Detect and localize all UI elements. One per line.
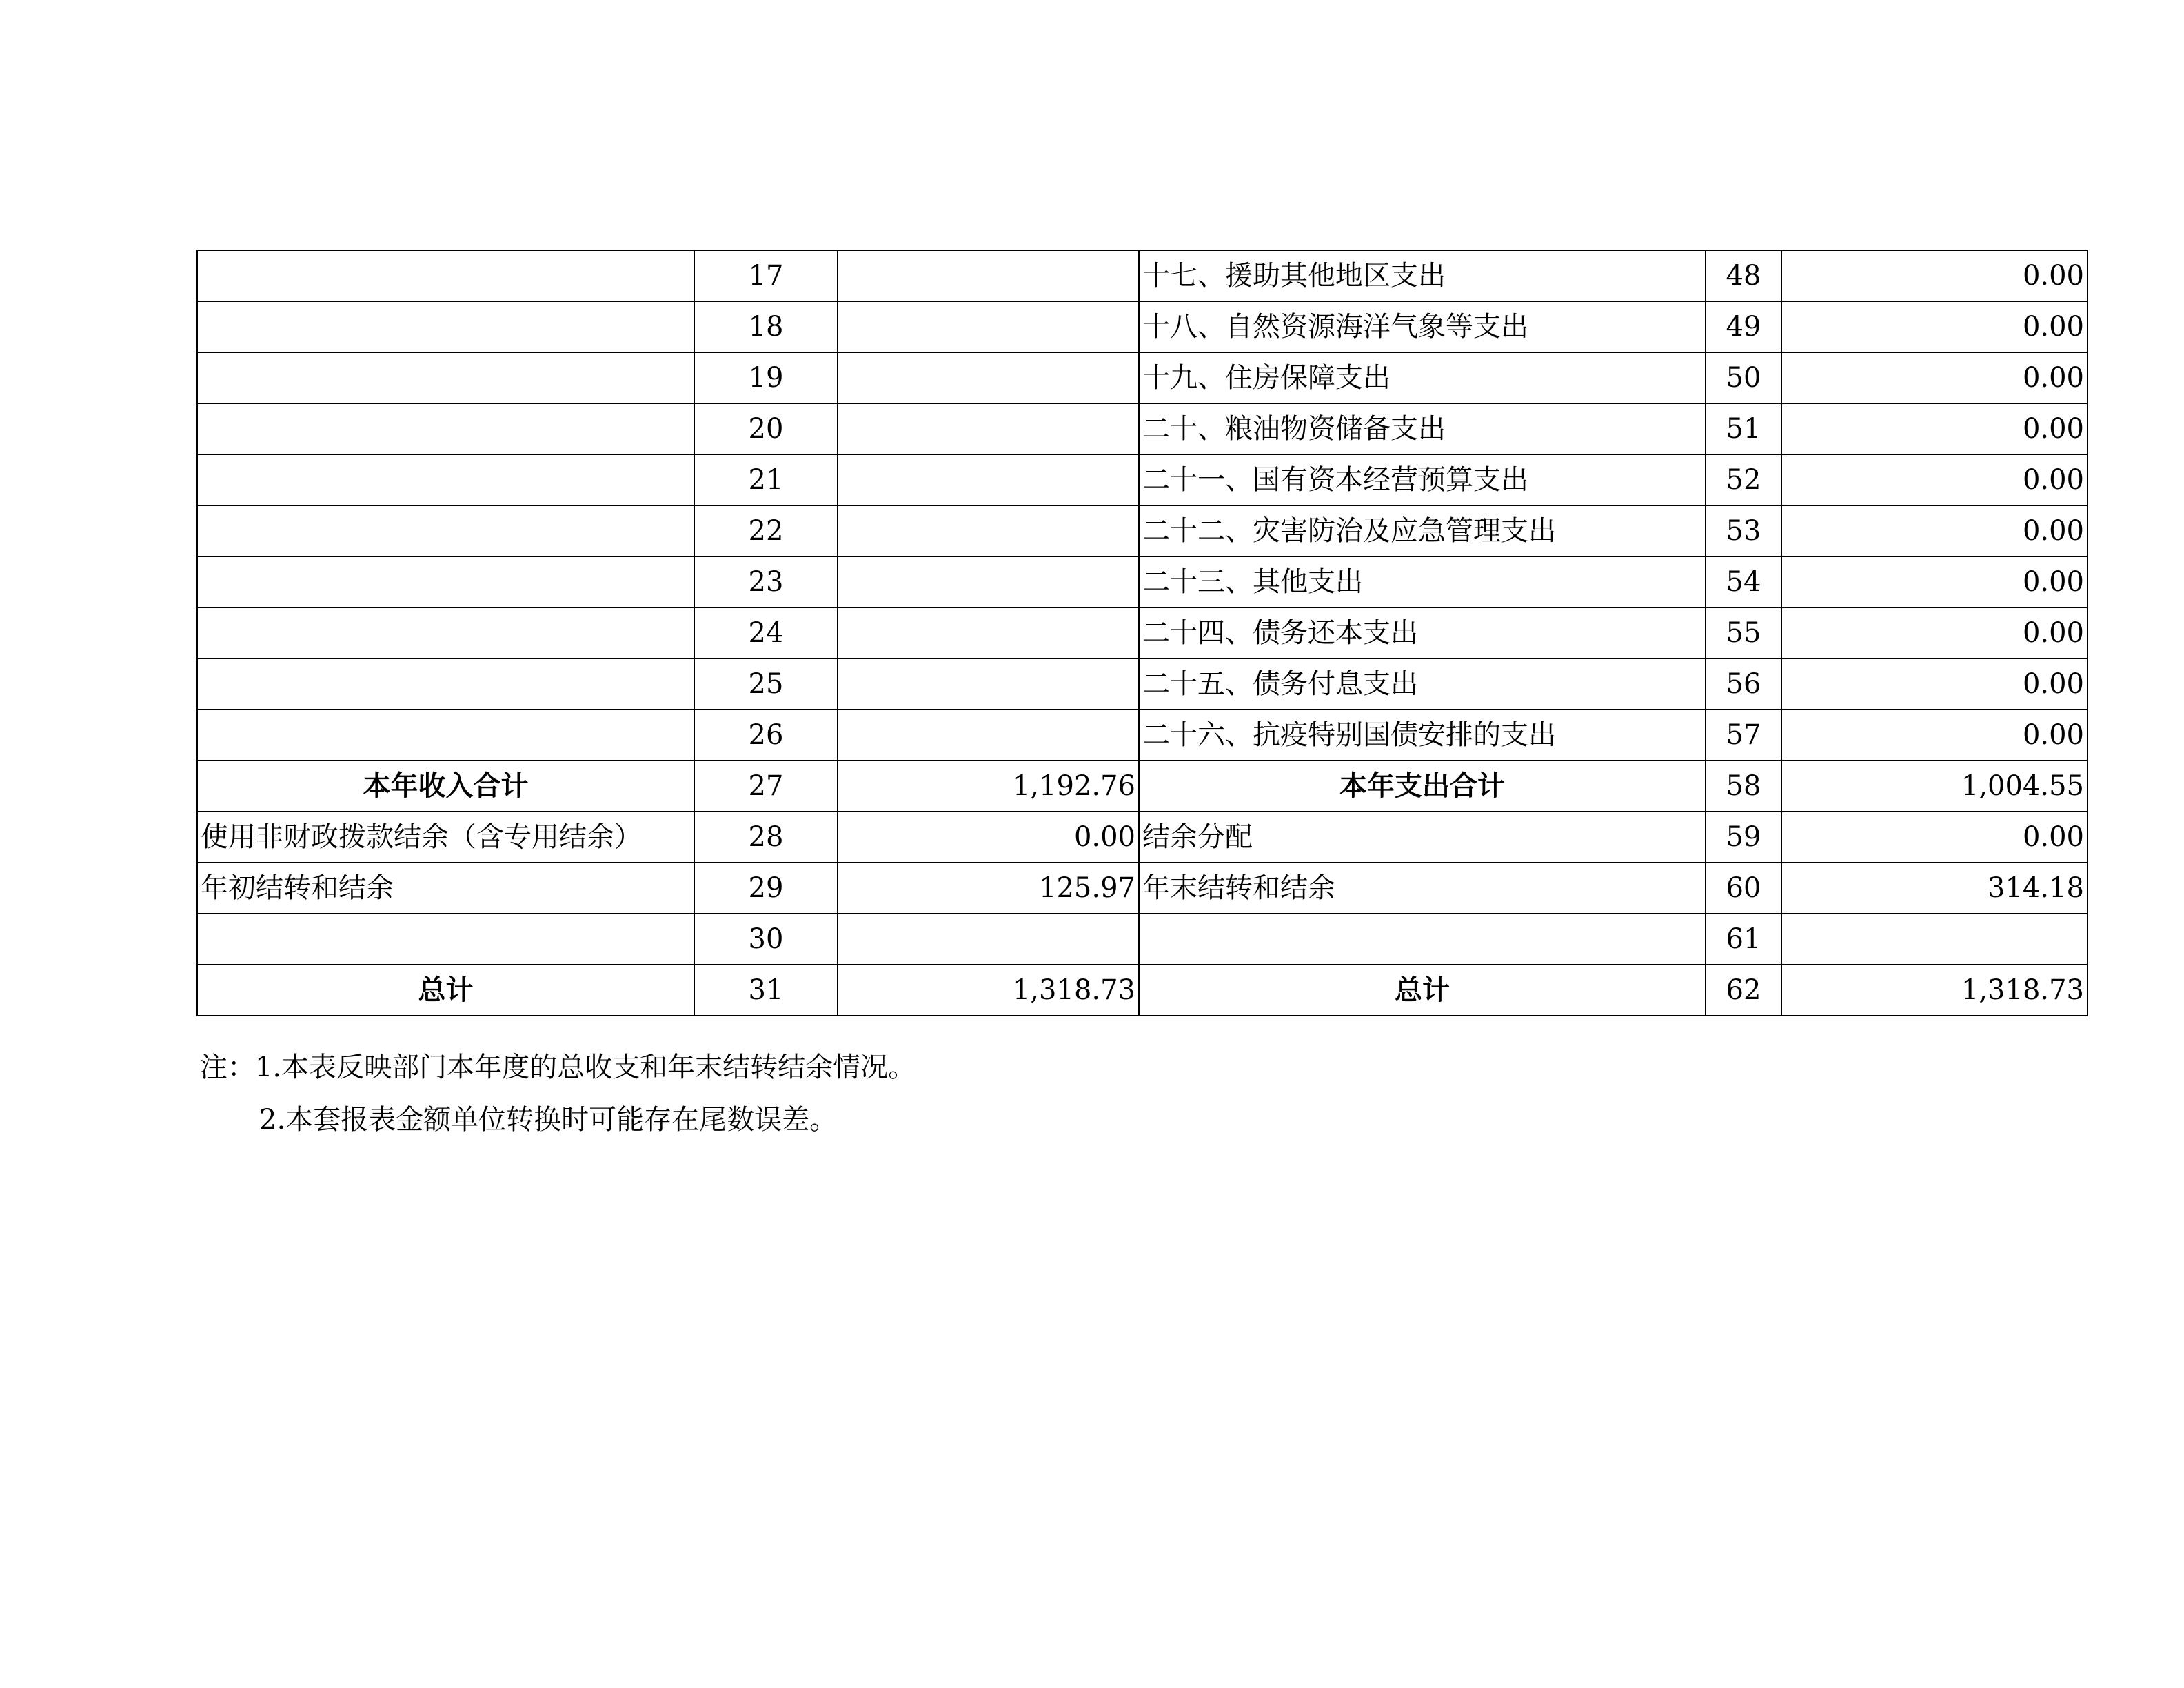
left-amount-cell (838, 454, 1139, 505)
right-row-number-cell: 61 (1706, 914, 1781, 965)
left-amount-cell: 1,192.76 (838, 761, 1139, 812)
right-amount-cell: 0.00 (1781, 710, 2087, 761)
table-row (197, 812, 2087, 863)
table-row (197, 352, 2087, 403)
left-row-number-cell: 24 (694, 607, 838, 659)
left-label-cell (197, 403, 694, 454)
right-row-number-cell: 50 (1706, 352, 1781, 403)
left-amount-cell: 1,318.73 (838, 965, 1139, 1016)
left-label-cell: 使用非财政拨款结余（含专用结余） (197, 812, 694, 863)
right-amount-cell: 0.00 (1781, 250, 2087, 301)
right-row-number-cell: 51 (1706, 403, 1781, 454)
table-row (197, 607, 2087, 659)
left-row-number-cell: 20 (694, 403, 838, 454)
right-row-number-cell: 53 (1706, 505, 1781, 556)
left-row-number-cell: 29 (694, 863, 838, 914)
right-row-number-cell: 55 (1706, 607, 1781, 659)
table-row (197, 250, 2087, 301)
left-row-number-cell: 19 (694, 352, 838, 403)
left-row-number-cell: 23 (694, 556, 838, 607)
right-label-cell: 十七、援助其他地区支出 (1139, 250, 1706, 301)
right-amount-cell: 0.00 (1781, 301, 2087, 352)
left-amount-cell (838, 301, 1139, 352)
left-amount-cell (838, 607, 1139, 659)
left-row-number-cell: 27 (694, 761, 838, 812)
left-label-cell (197, 710, 694, 761)
left-label-cell (197, 505, 694, 556)
left-label-cell: 本年收入合计 (197, 761, 694, 812)
right-row-number-cell: 52 (1706, 454, 1781, 505)
left-row-number-cell: 26 (694, 710, 838, 761)
right-amount-cell: 0.00 (1781, 659, 2087, 710)
right-label-cell: 二十五、债务付息支出 (1139, 659, 1706, 710)
left-label-cell: 年初结转和结余 (197, 863, 694, 914)
right-label-cell: 二十二、灾害防治及应急管理支出 (1139, 505, 1706, 556)
right-label-cell: 二十四、债务还本支出 (1139, 607, 1706, 659)
right-label-cell: 十八、自然资源海洋气象等支出 (1139, 301, 1706, 352)
table-row (197, 761, 2087, 812)
left-label-cell (197, 250, 694, 301)
right-label-cell: 二十一、国有资本经营预算支出 (1139, 454, 1706, 505)
left-label-cell (197, 659, 694, 710)
right-row-number-cell: 48 (1706, 250, 1781, 301)
right-row-number-cell: 59 (1706, 812, 1781, 863)
left-label-cell (197, 607, 694, 659)
left-row-number-cell: 22 (694, 505, 838, 556)
right-label-cell: 本年支出合计 (1139, 761, 1706, 812)
table-row (197, 505, 2087, 556)
left-label-cell: 总计 (197, 965, 694, 1016)
left-label-cell (197, 301, 694, 352)
right-amount-cell (1781, 914, 2087, 965)
right-label-cell: 结余分配 (1139, 812, 1706, 863)
left-row-number-cell: 17 (694, 250, 838, 301)
left-label-cell (197, 352, 694, 403)
table-row (197, 863, 2087, 914)
right-row-number-cell: 58 (1706, 761, 1781, 812)
table-row (197, 454, 2087, 505)
right-amount-cell: 0.00 (1781, 556, 2087, 607)
left-row-number-cell: 21 (694, 454, 838, 505)
left-row-number-cell: 30 (694, 914, 838, 965)
left-row-number-cell: 18 (694, 301, 838, 352)
left-row-number-cell: 25 (694, 659, 838, 710)
right-row-number-cell: 49 (1706, 301, 1781, 352)
right-label-cell: 年末结转和结余 (1139, 863, 1706, 914)
right-label-cell (1139, 914, 1706, 965)
left-amount-cell (838, 556, 1139, 607)
right-row-number-cell: 62 (1706, 965, 1781, 1016)
left-label-cell (197, 914, 694, 965)
right-amount-cell: 0.00 (1781, 607, 2087, 659)
right-label-cell: 十九、住房保障支出 (1139, 352, 1706, 403)
left-amount-cell: 0.00 (838, 812, 1139, 863)
table-row (197, 965, 2087, 1016)
note-line-1: 注：1.本表反映部门本年度的总收支和年末结转结余情况。 (200, 1052, 916, 1083)
left-amount-cell (838, 659, 1139, 710)
right-row-number-cell: 54 (1706, 556, 1781, 607)
table-row (197, 556, 2087, 607)
left-amount-cell: 125.97 (838, 863, 1139, 914)
right-label-cell: 二十六、抗疫特别国债安排的支出 (1139, 710, 1706, 761)
left-amount-cell (838, 352, 1139, 403)
table-row (197, 710, 2087, 761)
right-label-cell: 二十三、其他支出 (1139, 556, 1706, 607)
budget-table (196, 250, 2088, 1016)
left-amount-cell (838, 403, 1139, 454)
right-amount-cell: 0.00 (1781, 454, 2087, 505)
right-amount-cell: 1,004.55 (1781, 761, 2087, 812)
right-label-cell: 总计 (1139, 965, 1706, 1016)
table-notes (200, 1041, 916, 1146)
table-row (197, 403, 2087, 454)
table-row (197, 914, 2087, 965)
right-row-number-cell: 60 (1706, 863, 1781, 914)
right-label-cell: 二十、粮油物资储备支出 (1139, 403, 1706, 454)
note-line-2: 2.本套报表金额单位转换时可能存在尾数误差。 (259, 1104, 838, 1136)
right-amount-cell: 314.18 (1781, 863, 2087, 914)
right-row-number-cell: 57 (1706, 710, 1781, 761)
left-row-number-cell: 28 (694, 812, 838, 863)
right-amount-cell: 1,318.73 (1781, 965, 2087, 1016)
table-row (197, 301, 2087, 352)
right-amount-cell: 0.00 (1781, 352, 2087, 403)
right-amount-cell: 0.00 (1781, 812, 2087, 863)
left-label-cell (197, 454, 694, 505)
left-label-cell (197, 556, 694, 607)
left-amount-cell (838, 710, 1139, 761)
left-row-number-cell: 31 (694, 965, 838, 1016)
right-row-number-cell: 56 (1706, 659, 1781, 710)
right-amount-cell: 0.00 (1781, 403, 2087, 454)
left-amount-cell (838, 250, 1139, 301)
right-amount-cell: 0.00 (1781, 505, 2087, 556)
left-amount-cell (838, 914, 1139, 965)
left-amount-cell (838, 505, 1139, 556)
table-row (197, 659, 2087, 710)
